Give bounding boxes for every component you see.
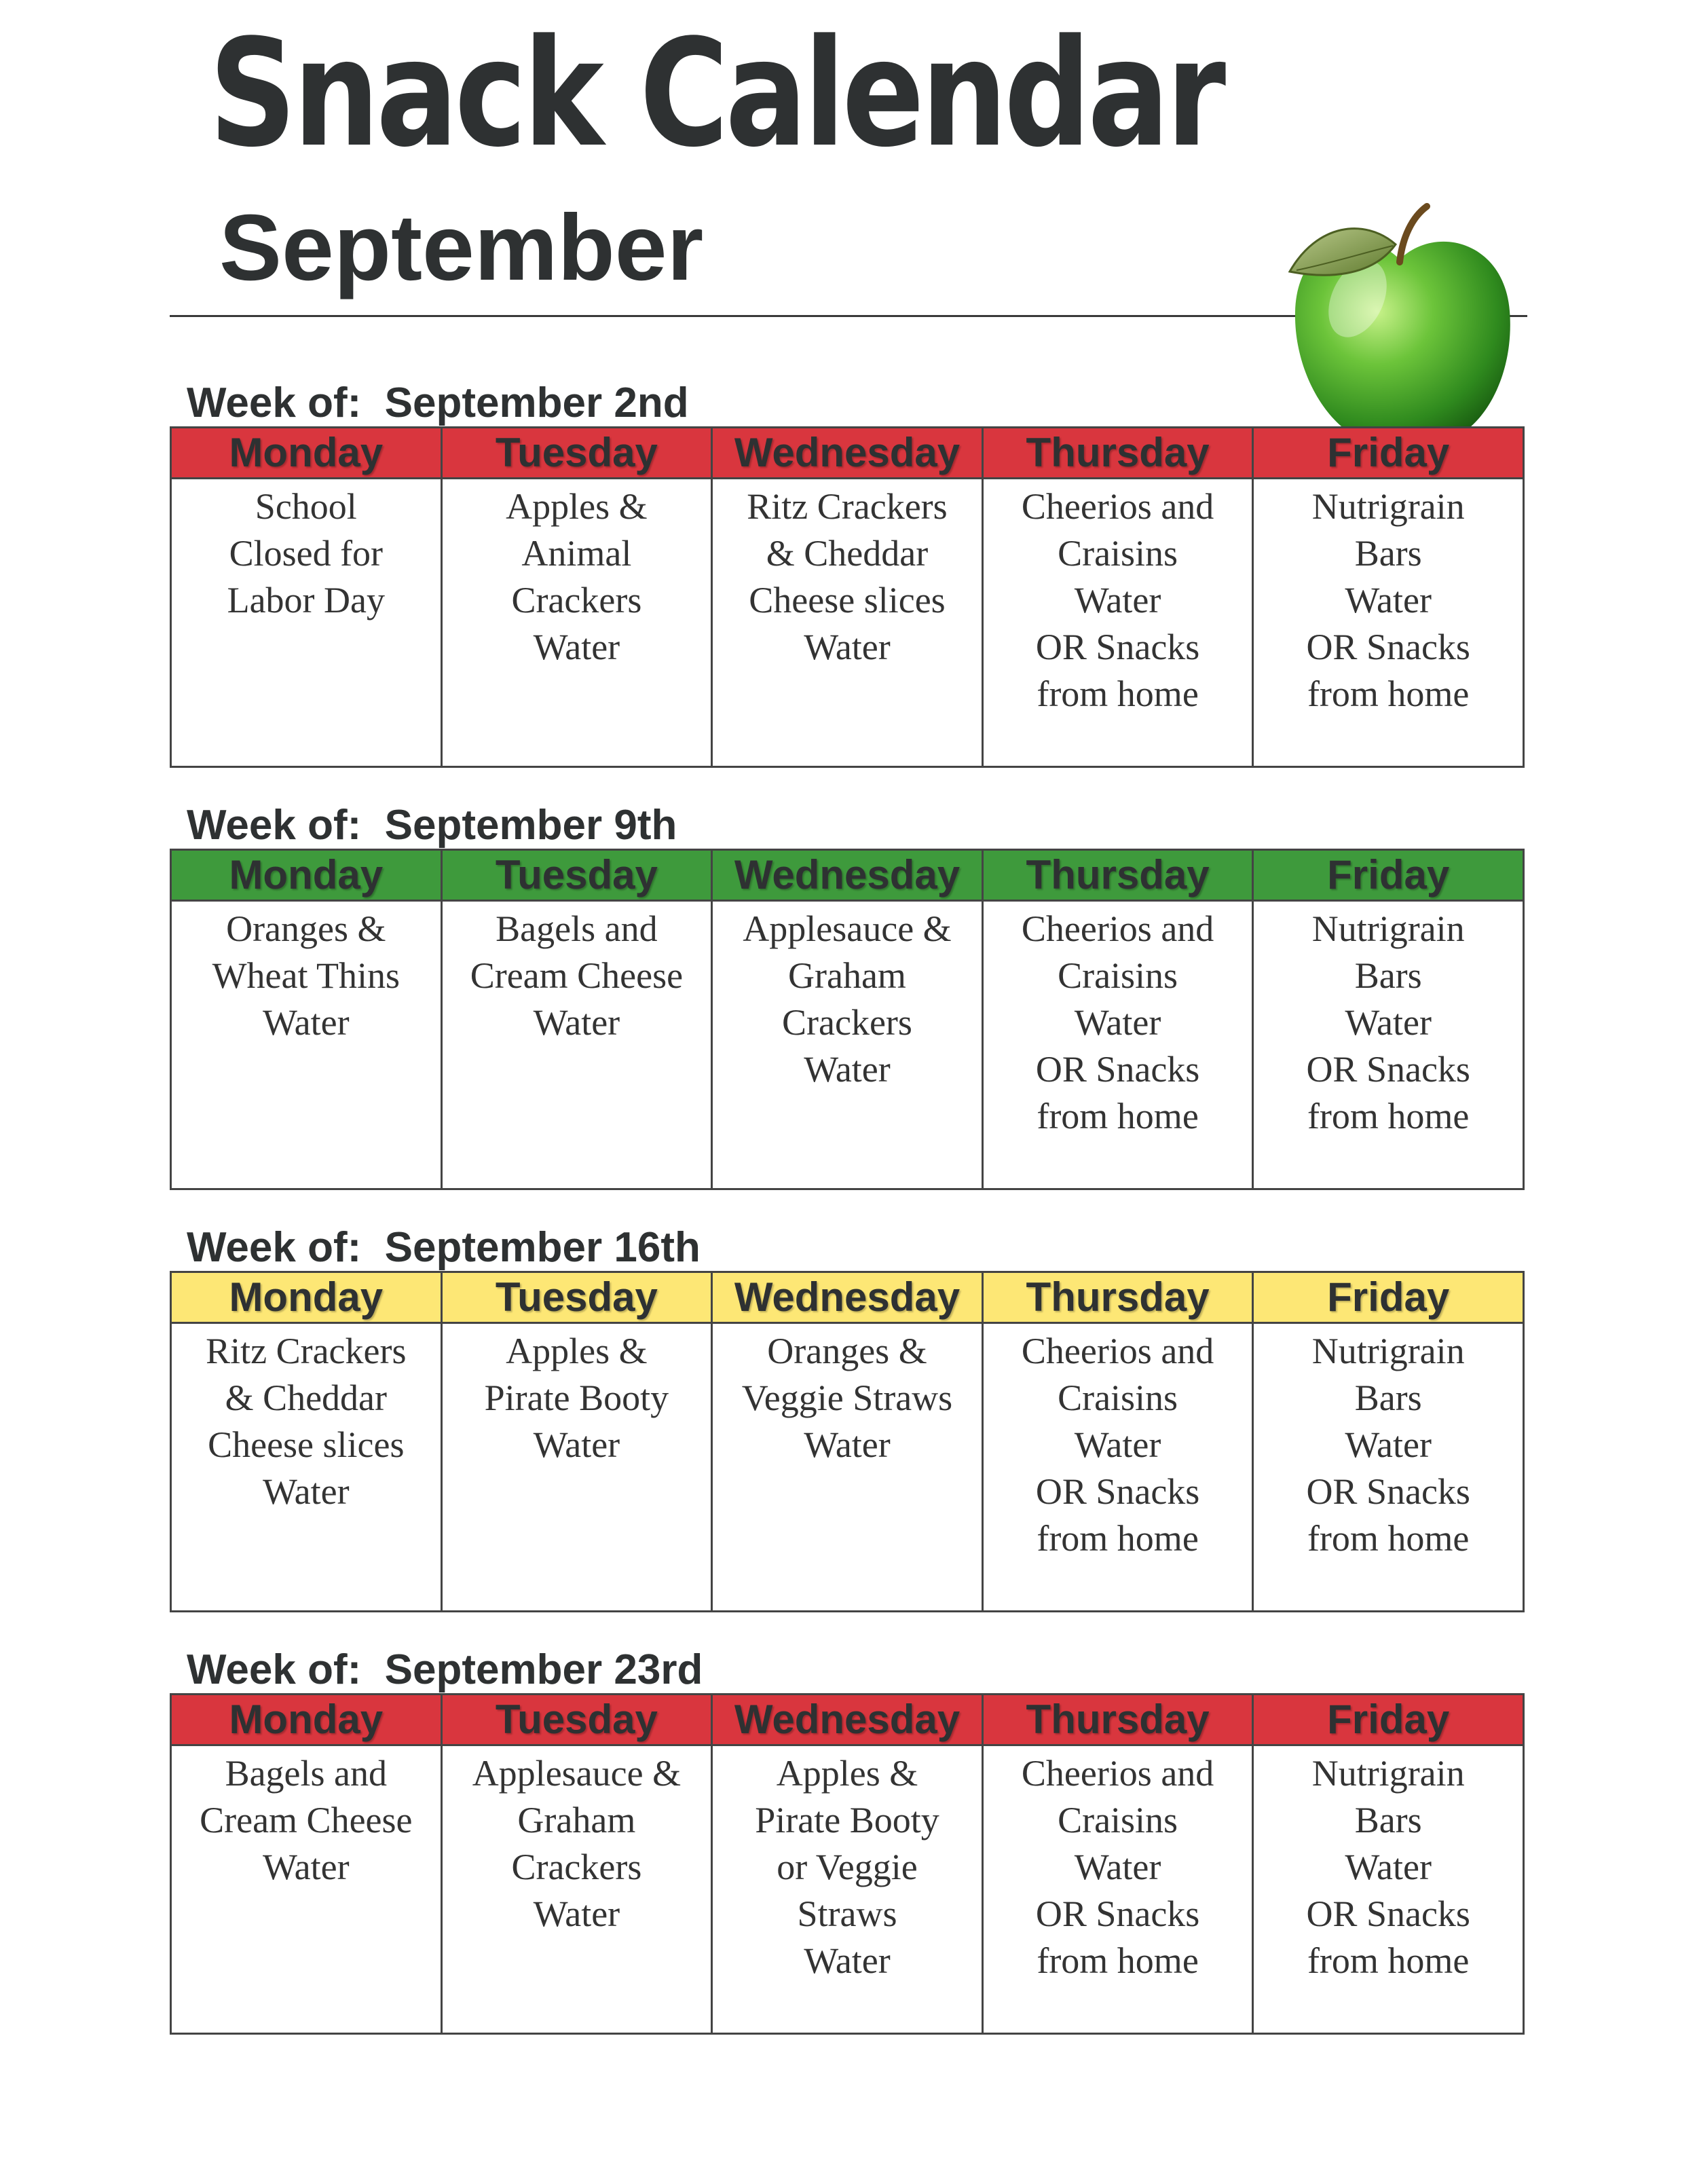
snack-cell-friday <box>1253 901 1524 1189</box>
snack-line: Water <box>263 1002 350 1043</box>
snack-cell-monday <box>171 479 442 767</box>
snack-line: Cream Cheese <box>200 1800 413 1840</box>
snack-line: & Cheddar <box>225 1377 388 1418</box>
day-header-tuesday: Tuesday <box>441 850 712 901</box>
snack-cell-monday <box>171 901 442 1189</box>
snack-cell-friday <box>1253 1745 1524 2034</box>
week-label: Week of: September 9th <box>187 802 677 849</box>
snack-cell-wednesday <box>712 901 983 1189</box>
snack-line: Craisins <box>1058 1800 1178 1840</box>
snack-cell-thursday <box>982 1323 1253 1612</box>
snack-line: Bars <box>1354 1800 1422 1840</box>
snack-row <box>171 1323 1524 1612</box>
snack-line: Water <box>1074 1847 1161 1887</box>
snack-row <box>171 901 1524 1189</box>
snack-line: Craisins <box>1058 955 1178 996</box>
snack-line: Water <box>263 1471 350 1512</box>
snack-line: Wheat Thins <box>212 955 400 996</box>
snack-line: Water <box>804 1424 891 1465</box>
snack-line: Closed for <box>229 533 384 574</box>
snack-cell-wednesday <box>712 1745 983 2034</box>
snack-line: Water <box>263 1847 350 1887</box>
snack-cell-monday <box>171 1745 442 2034</box>
snack-line: Nutrigrain <box>1311 486 1465 527</box>
snack-line: Cream Cheese <box>470 955 684 996</box>
snack-line: Graham <box>517 1800 636 1840</box>
snack-line: Graham <box>788 955 906 996</box>
snack-line: Craisins <box>1058 1377 1178 1418</box>
snack-line: Bagels and <box>225 1753 388 1794</box>
snack-line: OR Snacks <box>1035 1049 1200 1090</box>
snack-line: or Veggie <box>777 1847 918 1887</box>
snack-line: Ritz Crackers <box>206 1331 407 1371</box>
snack-line: from home <box>1307 1518 1470 1559</box>
snack-line: from home <box>1307 1096 1470 1136</box>
snack-line: Bars <box>1354 533 1422 574</box>
snack-line: from home <box>1037 1096 1199 1136</box>
snack-line: from home <box>1037 1940 1199 1981</box>
week-table <box>170 849 1525 1190</box>
snack-line: Nutrigrain <box>1311 1331 1465 1371</box>
week-table <box>170 426 1525 768</box>
day-header-friday: Friday <box>1253 428 1524 479</box>
week-label: Week of: September 2nd <box>187 380 689 426</box>
snack-cell-thursday <box>982 479 1253 767</box>
day-header-monday: Monday <box>171 428 442 479</box>
snack-line: Nutrigrain <box>1311 1753 1465 1794</box>
snack-line: from home <box>1307 1940 1470 1981</box>
snack-line: OR Snacks <box>1035 627 1200 667</box>
week-label: Week of: September 23rd <box>187 1646 703 1693</box>
snack-cell-thursday <box>982 901 1253 1189</box>
snack-cell-tuesday <box>441 479 712 767</box>
snack-line: Water <box>533 627 620 667</box>
snack-cell-thursday <box>982 1745 1253 2034</box>
snack-cell-tuesday <box>441 1323 712 1612</box>
snack-line: Water <box>533 1424 620 1465</box>
day-header-thursday: Thursday <box>982 850 1253 901</box>
snack-cell-wednesday <box>712 479 983 767</box>
snack-line: Cheerios and <box>1021 1331 1214 1371</box>
snack-line: OR Snacks <box>1035 1893 1200 1934</box>
snack-line: Veggie Straws <box>741 1377 953 1418</box>
snack-line: Cheerios and <box>1021 1753 1214 1794</box>
snack-line: Cheese slices <box>208 1424 405 1465</box>
day-header-tuesday: Tuesday <box>441 1695 712 1745</box>
week-table <box>170 1693 1525 2035</box>
snack-line: Water <box>1074 1424 1161 1465</box>
snack-line: OR Snacks <box>1306 1893 1470 1934</box>
snack-line: Water <box>1074 580 1161 621</box>
day-header-tuesday: Tuesday <box>441 428 712 479</box>
day-header-row <box>171 428 1524 479</box>
day-header-thursday: Thursday <box>982 428 1253 479</box>
snack-line: Apples & <box>506 486 648 527</box>
snack-cell-tuesday <box>441 1745 712 2034</box>
snack-cell-friday <box>1253 479 1524 767</box>
day-header-friday: Friday <box>1253 1272 1524 1323</box>
snack-line: Water <box>1345 580 1432 621</box>
snack-row <box>171 479 1524 767</box>
snack-line: Nutrigrain <box>1311 908 1465 949</box>
snack-line: Water <box>1345 1847 1432 1887</box>
week-table <box>170 1271 1525 1612</box>
day-header-monday: Monday <box>171 1272 442 1323</box>
snack-line: Labor Day <box>227 580 385 621</box>
snack-line: OR Snacks <box>1306 1049 1470 1090</box>
snack-line: Straws <box>797 1893 897 1934</box>
snack-line: Bagels and <box>496 908 658 949</box>
month-subtitle: September <box>219 196 704 300</box>
snack-line: Crackers <box>782 1002 912 1043</box>
snack-row <box>171 1745 1524 2034</box>
snack-line: from home <box>1307 673 1470 714</box>
day-header-friday: Friday <box>1253 850 1524 901</box>
snack-cell-monday <box>171 1323 442 1612</box>
snack-line: Cheerios and <box>1021 486 1214 527</box>
day-header-row <box>171 850 1524 901</box>
snack-line: Water <box>533 1002 620 1043</box>
day-header-thursday: Thursday <box>982 1695 1253 1745</box>
snack-line: Apples & <box>776 1753 918 1794</box>
week-label: Week of: September 16th <box>187 1224 701 1271</box>
day-header-friday: Friday <box>1253 1695 1524 1745</box>
snack-line: Pirate Booty <box>755 1800 939 1840</box>
day-header-tuesday: Tuesday <box>441 1272 712 1323</box>
day-header-wednesday: Wednesday <box>712 850 983 901</box>
snack-line: Water <box>1074 1002 1161 1043</box>
day-header-row <box>171 1272 1524 1323</box>
snack-line: from home <box>1037 1518 1199 1559</box>
snack-line: Bars <box>1354 955 1422 996</box>
snack-line: Pirate Booty <box>484 1377 669 1418</box>
snack-line: from home <box>1037 673 1199 714</box>
snack-line: Water <box>804 1049 891 1090</box>
snack-line: School <box>255 486 357 527</box>
snack-line: Water <box>804 1940 891 1981</box>
snack-line: Bars <box>1354 1377 1422 1418</box>
snack-cell-wednesday <box>712 1323 983 1612</box>
day-header-wednesday: Wednesday <box>712 428 983 479</box>
day-header-monday: Monday <box>171 1695 442 1745</box>
snack-cell-friday <box>1253 1323 1524 1612</box>
day-header-wednesday: Wednesday <box>712 1272 983 1323</box>
snack-line: Water <box>804 627 891 667</box>
snack-line: OR Snacks <box>1306 627 1470 667</box>
snack-line: Applesauce & <box>472 1753 682 1794</box>
snack-line: Water <box>1345 1424 1432 1465</box>
snack-line: Applesauce & <box>743 908 952 949</box>
snack-line: Animal <box>521 533 632 574</box>
snack-line: Apples & <box>506 1331 648 1371</box>
snack-line: Ritz Crackers <box>747 486 948 527</box>
green-apple-icon <box>1276 197 1521 455</box>
snack-line: Craisins <box>1058 533 1178 574</box>
snack-line: Crackers <box>511 1847 642 1887</box>
snack-line: Water <box>533 1893 620 1934</box>
snack-line: Oranges & <box>767 1331 927 1371</box>
page-title: Snack Calendar <box>209 8 1223 180</box>
snack-line: Crackers <box>511 580 642 621</box>
snack-line: OR Snacks <box>1306 1471 1470 1512</box>
snack-line: OR Snacks <box>1035 1471 1200 1512</box>
snack-line: Cheese slices <box>749 580 946 621</box>
day-header-row <box>171 1695 1524 1745</box>
snack-line: Water <box>1345 1002 1432 1043</box>
day-header-monday: Monday <box>171 850 442 901</box>
snack-line: Oranges & <box>226 908 386 949</box>
day-header-thursday: Thursday <box>982 1272 1253 1323</box>
snack-cell-tuesday <box>441 901 712 1189</box>
snack-line: & Cheddar <box>766 533 929 574</box>
day-header-wednesday: Wednesday <box>712 1695 983 1745</box>
snack-line: Cheerios and <box>1021 908 1214 949</box>
